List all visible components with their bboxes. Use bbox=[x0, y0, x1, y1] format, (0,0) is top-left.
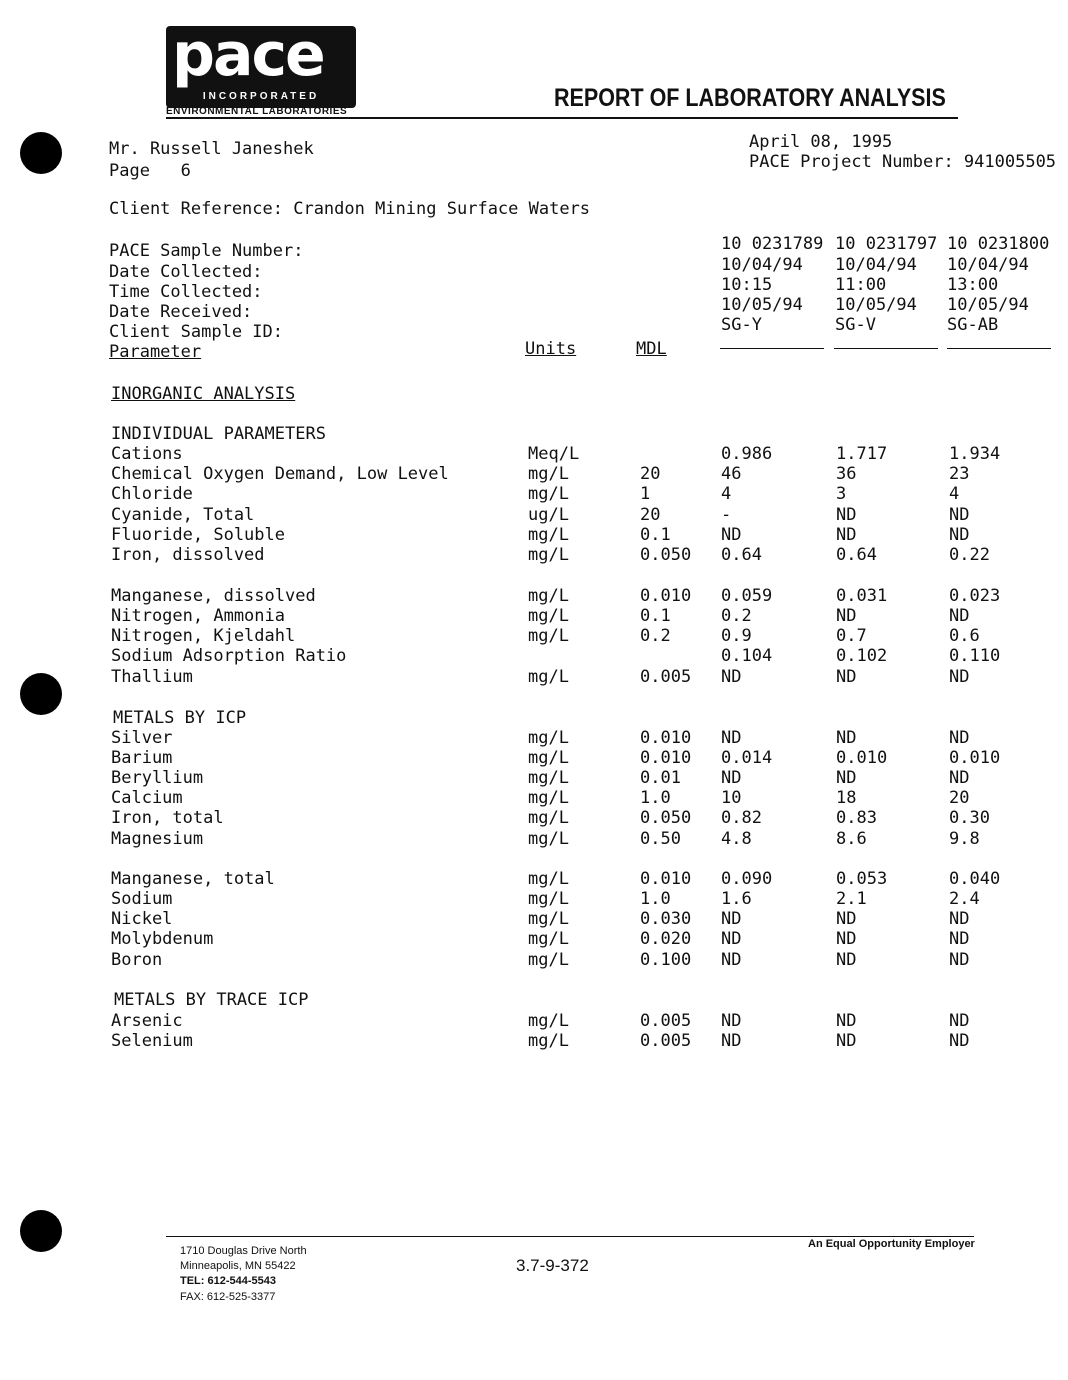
units-cell: mg/L bbox=[528, 829, 569, 849]
label-time-collected: Time Collected: bbox=[109, 282, 263, 302]
equal-opportunity-employer: An Equal Opportunity Employer bbox=[808, 1238, 975, 1250]
logo-incorporated: INCORPORATED bbox=[202, 91, 320, 102]
mdl-cell: 20 bbox=[640, 505, 661, 525]
parameter-name: Arsenic bbox=[111, 1011, 183, 1031]
mdl-cell: 20 bbox=[640, 464, 661, 484]
table-row bbox=[0, 929, 1068, 949]
mdl-cell: 0.010 bbox=[640, 748, 692, 768]
label-sample-number: PACE Sample Number: bbox=[109, 241, 304, 261]
table-row bbox=[0, 829, 1068, 849]
column-header-parameter: Parameter bbox=[109, 342, 202, 362]
sample-3-result: ND bbox=[949, 768, 970, 788]
sample-3-result: 0.040 bbox=[949, 869, 1001, 889]
units-cell: mg/L bbox=[528, 586, 569, 606]
report-date: April 08, 1995 bbox=[749, 132, 893, 152]
client-reference: Client Reference: Crandon Mining Surface Waters bbox=[109, 199, 591, 219]
mdl-cell: 0.1 bbox=[640, 525, 671, 545]
sample-2-result: ND bbox=[836, 929, 857, 949]
sample-3-rule bbox=[947, 348, 1051, 349]
parameter-name: Iron, total bbox=[111, 808, 224, 828]
mdl-cell: 0.030 bbox=[640, 909, 692, 929]
table-row bbox=[0, 869, 1068, 889]
sample-2-result: 0.83 bbox=[836, 808, 877, 828]
sample-3-result: 2.4 bbox=[949, 889, 980, 909]
mdl-cell: 0.005 bbox=[640, 1031, 692, 1051]
sample-3-result: ND bbox=[949, 728, 970, 748]
sample-1-result: 0.090 bbox=[721, 869, 773, 889]
sample-3-result: 0.22 bbox=[949, 545, 990, 565]
units-cell: mg/L bbox=[528, 525, 569, 545]
sample-1-date-collected: 10/04/94 bbox=[721, 255, 803, 275]
parameter-name: Nitrogen, Ammonia bbox=[111, 606, 285, 626]
sample-2-result: ND bbox=[836, 909, 857, 929]
units-cell: mg/L bbox=[528, 545, 569, 565]
sample-2-result: 1.717 bbox=[836, 444, 888, 464]
sample-2-result: ND bbox=[836, 525, 857, 545]
mdl-cell: 1.0 bbox=[640, 889, 671, 909]
sample-3-date-received: 10/05/94 bbox=[947, 295, 1029, 315]
page-number: Page 6 bbox=[109, 161, 191, 181]
sample-1-result: 0.986 bbox=[721, 444, 773, 464]
units-cell: mg/L bbox=[528, 889, 569, 909]
sample-1-date-received: 10/05/94 bbox=[721, 295, 803, 315]
parameter-name: Barium bbox=[111, 748, 173, 768]
parameter-name: Chemical Oxygen Demand, Low Level bbox=[111, 464, 449, 484]
table-row bbox=[0, 606, 1068, 626]
mdl-cell: 0.50 bbox=[640, 829, 681, 849]
sample-1-number: 10 0231789 bbox=[721, 234, 824, 254]
sample-1-result: ND bbox=[721, 1011, 742, 1031]
parameter-name: Magnesium bbox=[111, 829, 204, 849]
table-row bbox=[0, 909, 1068, 929]
units-cell: mg/L bbox=[528, 667, 569, 687]
sample-3-result: 4 bbox=[949, 484, 960, 504]
sample-2-result: 8.6 bbox=[836, 829, 867, 849]
sample-2-rule bbox=[834, 348, 938, 349]
sample-1-time-collected: 10:15 bbox=[721, 275, 773, 295]
recipient-name: Mr. Russell Janeshek bbox=[109, 139, 314, 159]
sample-1-result: ND bbox=[721, 1031, 742, 1051]
group-metals-by-trace-icp: METALS BY TRACE ICP bbox=[114, 990, 309, 1010]
sample-2-result: ND bbox=[836, 606, 857, 626]
sample-3-result: 0.010 bbox=[949, 748, 1001, 768]
parameter-name: Manganese, total bbox=[111, 869, 275, 889]
column-header-mdl: MDL bbox=[636, 339, 667, 359]
column-header-units: Units bbox=[525, 339, 577, 359]
sample-2-date-received: 10/05/94 bbox=[835, 295, 917, 315]
footer-address-city: Minneapolis, MN 55422 bbox=[180, 1260, 296, 1272]
sample-1-result: 10 bbox=[721, 788, 742, 808]
parameter-name: Sodium Adsorption Ratio bbox=[111, 646, 347, 666]
mdl-cell: 0.020 bbox=[640, 929, 692, 949]
sample-2-result: ND bbox=[836, 950, 857, 970]
parameter-name: Cations bbox=[111, 444, 183, 464]
project-number: PACE Project Number: 941005505 bbox=[749, 152, 1057, 172]
logo-wordmark: pace bbox=[172, 26, 324, 90]
sample-3-result: 23 bbox=[949, 464, 970, 484]
footer-address-street: 1710 Douglas Drive North bbox=[180, 1245, 307, 1257]
report-title: REPORT OF LABORATORY ANALYSIS bbox=[554, 84, 946, 112]
mdl-cell: 0.2 bbox=[640, 626, 671, 646]
table-row bbox=[0, 626, 1068, 646]
sample-1-result: ND bbox=[721, 768, 742, 788]
parameter-name: Silver bbox=[111, 728, 173, 748]
sample-3-number: 10 0231800 bbox=[947, 234, 1050, 254]
table-row bbox=[0, 646, 1068, 666]
sample-1-result: ND bbox=[721, 929, 742, 949]
sample-3-date-collected: 10/04/94 bbox=[947, 255, 1029, 275]
units-cell: mg/L bbox=[528, 768, 569, 788]
sample-2-result: 0.053 bbox=[836, 869, 888, 889]
sample-2-date-collected: 10/04/94 bbox=[835, 255, 917, 275]
table-row bbox=[0, 1011, 1068, 1031]
label-date-collected: Date Collected: bbox=[109, 262, 263, 282]
sample-2-result: ND bbox=[836, 768, 857, 788]
units-cell: mg/L bbox=[528, 929, 569, 949]
sample-2-result: ND bbox=[836, 505, 857, 525]
mdl-cell: 0.005 bbox=[640, 667, 692, 687]
units-cell: mg/L bbox=[528, 626, 569, 646]
label-date-received: Date Received: bbox=[109, 302, 253, 322]
parameter-name: Molybdenum bbox=[111, 929, 214, 949]
mdl-cell: 0.050 bbox=[640, 545, 692, 565]
units-cell: ug/L bbox=[528, 505, 569, 525]
parameter-name: Iron, dissolved bbox=[111, 545, 265, 565]
units-cell: mg/L bbox=[528, 1031, 569, 1051]
punch-hole bbox=[20, 1210, 62, 1252]
footer-rule bbox=[166, 1236, 974, 1237]
table-row bbox=[0, 889, 1068, 909]
sample-2-result: 3 bbox=[836, 484, 847, 504]
sample-1-result: ND bbox=[721, 525, 742, 545]
parameter-name: Sodium bbox=[111, 889, 173, 909]
parameter-name: Selenium bbox=[111, 1031, 193, 1051]
sample-2-result: 0.010 bbox=[836, 748, 888, 768]
parameter-name: Chloride bbox=[111, 484, 193, 504]
sample-2-id: SG-V bbox=[835, 315, 876, 335]
pace-logo bbox=[166, 26, 356, 108]
sample-1-id: SG-Y bbox=[721, 315, 762, 335]
sample-1-result: 46 bbox=[721, 464, 742, 484]
units-cell: mg/L bbox=[528, 869, 569, 889]
sample-1-result: 4 bbox=[721, 484, 732, 504]
units-cell: mg/L bbox=[528, 484, 569, 504]
sample-2-result: 0.031 bbox=[836, 586, 888, 606]
mdl-cell: 0.010 bbox=[640, 728, 692, 748]
parameter-name: Thallium bbox=[111, 667, 193, 687]
sample-3-result: ND bbox=[949, 1011, 970, 1031]
mdl-cell: 0.01 bbox=[640, 768, 681, 788]
sample-2-result: 0.7 bbox=[836, 626, 867, 646]
punch-hole bbox=[20, 132, 62, 174]
sample-3-result: ND bbox=[949, 505, 970, 525]
sample-1-rule bbox=[720, 348, 824, 349]
sample-1-result: 0.014 bbox=[721, 748, 773, 768]
group-metals-by-icp: METALS BY ICP bbox=[113, 708, 247, 728]
parameter-name: Manganese, dissolved bbox=[111, 586, 316, 606]
label-client-sample-id: Client Sample ID: bbox=[109, 322, 283, 342]
sample-1-result: ND bbox=[721, 667, 742, 687]
sample-3-result: ND bbox=[949, 1031, 970, 1051]
sample-3-result: 20 bbox=[949, 788, 970, 808]
document-code: 3.7-9-372 bbox=[516, 1256, 589, 1275]
units-cell: mg/L bbox=[528, 909, 569, 929]
sample-3-id: SG-AB bbox=[947, 315, 999, 335]
mdl-cell: 0.010 bbox=[640, 869, 692, 889]
parameter-name: Nitrogen, Kjeldahl bbox=[111, 626, 296, 646]
sample-1-result: 1.6 bbox=[721, 889, 752, 909]
units-cell: mg/L bbox=[528, 808, 569, 828]
sample-1-result: ND bbox=[721, 950, 742, 970]
sample-2-result: 0.64 bbox=[836, 545, 877, 565]
units-cell: mg/L bbox=[528, 1011, 569, 1031]
table-row bbox=[0, 950, 1068, 970]
footer-fax: FAX: 612-525-3377 bbox=[180, 1291, 276, 1303]
table-row bbox=[0, 545, 1068, 565]
sample-3-time-collected: 13:00 bbox=[947, 275, 999, 295]
table-row bbox=[0, 748, 1068, 768]
parameter-name: Nickel bbox=[111, 909, 173, 929]
sample-1-result: ND bbox=[721, 909, 742, 929]
sample-2-result: ND bbox=[836, 667, 857, 687]
sample-3-result: 0.30 bbox=[949, 808, 990, 828]
units-cell: mg/L bbox=[528, 788, 569, 808]
section-title: INORGANIC ANALYSIS bbox=[111, 384, 296, 404]
table-row bbox=[0, 768, 1068, 788]
mdl-cell: 0.005 bbox=[640, 1011, 692, 1031]
sample-3-result: 0.023 bbox=[949, 586, 1001, 606]
sample-3-result: ND bbox=[949, 909, 970, 929]
table-row bbox=[0, 667, 1068, 687]
table-row bbox=[0, 484, 1068, 504]
mdl-cell: 0.1 bbox=[640, 606, 671, 626]
mdl-cell: 0.050 bbox=[640, 808, 692, 828]
parameter-name: Fluoride, Soluble bbox=[111, 525, 285, 545]
parameter-name: Cyanide, Total bbox=[111, 505, 255, 525]
sample-2-result: 36 bbox=[836, 464, 857, 484]
table-row bbox=[0, 1031, 1068, 1051]
sample-1-result: 0.059 bbox=[721, 586, 773, 606]
mdl-cell: 0.100 bbox=[640, 950, 692, 970]
sample-3-result: 0.6 bbox=[949, 626, 980, 646]
sample-2-result: ND bbox=[836, 1011, 857, 1031]
units-cell: mg/L bbox=[528, 748, 569, 768]
units-cell: mg/L bbox=[528, 464, 569, 484]
header-rule bbox=[166, 117, 958, 119]
units-cell: mg/L bbox=[528, 606, 569, 626]
sample-1-result: ND bbox=[721, 728, 742, 748]
sample-1-result: 0.104 bbox=[721, 646, 773, 666]
table-row bbox=[0, 525, 1068, 545]
mdl-cell: 0.010 bbox=[640, 586, 692, 606]
sample-1-result: - bbox=[721, 505, 732, 525]
units-cell: Meq/L bbox=[528, 444, 580, 464]
sample-2-result: ND bbox=[836, 728, 857, 748]
sample-3-result: ND bbox=[949, 950, 970, 970]
table-row bbox=[0, 505, 1068, 525]
sample-1-result: 0.9 bbox=[721, 626, 752, 646]
table-row bbox=[0, 788, 1068, 808]
units-cell: mg/L bbox=[528, 728, 569, 748]
table-row bbox=[0, 444, 1068, 464]
sample-3-result: 1.934 bbox=[949, 444, 1001, 464]
sample-3-result: ND bbox=[949, 929, 970, 949]
sample-2-result: 2.1 bbox=[836, 889, 867, 909]
sample-2-time-collected: 11:00 bbox=[835, 275, 887, 295]
logo-subtitle: ENVIRONMENTAL LABORATORIES bbox=[166, 106, 348, 117]
sample-3-result: ND bbox=[949, 525, 970, 545]
table-row bbox=[0, 728, 1068, 748]
sample-3-result: 0.110 bbox=[949, 646, 1001, 666]
sample-2-result: ND bbox=[836, 1031, 857, 1051]
parameter-name: Calcium bbox=[111, 788, 183, 808]
table-row bbox=[0, 464, 1068, 484]
mdl-cell: 1.0 bbox=[640, 788, 671, 808]
sample-2-number: 10 0231797 bbox=[835, 234, 938, 254]
group-individual-parameters: INDIVIDUAL PARAMETERS bbox=[111, 424, 326, 444]
sample-3-result: 9.8 bbox=[949, 829, 980, 849]
units-cell: mg/L bbox=[528, 950, 569, 970]
mdl-cell: 1 bbox=[640, 484, 651, 504]
parameter-name: Boron bbox=[111, 950, 163, 970]
sample-1-result: 0.64 bbox=[721, 545, 762, 565]
table-row bbox=[0, 586, 1068, 606]
footer-telephone: TEL: 612-544-5543 bbox=[180, 1275, 276, 1287]
sample-2-result: 18 bbox=[836, 788, 857, 808]
sample-1-result: 0.82 bbox=[721, 808, 762, 828]
sample-1-result: 0.2 bbox=[721, 606, 752, 626]
parameter-name: Beryllium bbox=[111, 768, 204, 788]
sample-2-result: 0.102 bbox=[836, 646, 888, 666]
table-row bbox=[0, 808, 1068, 828]
sample-3-result: ND bbox=[949, 667, 970, 687]
sample-3-result: ND bbox=[949, 606, 970, 626]
sample-1-result: 4.8 bbox=[721, 829, 752, 849]
